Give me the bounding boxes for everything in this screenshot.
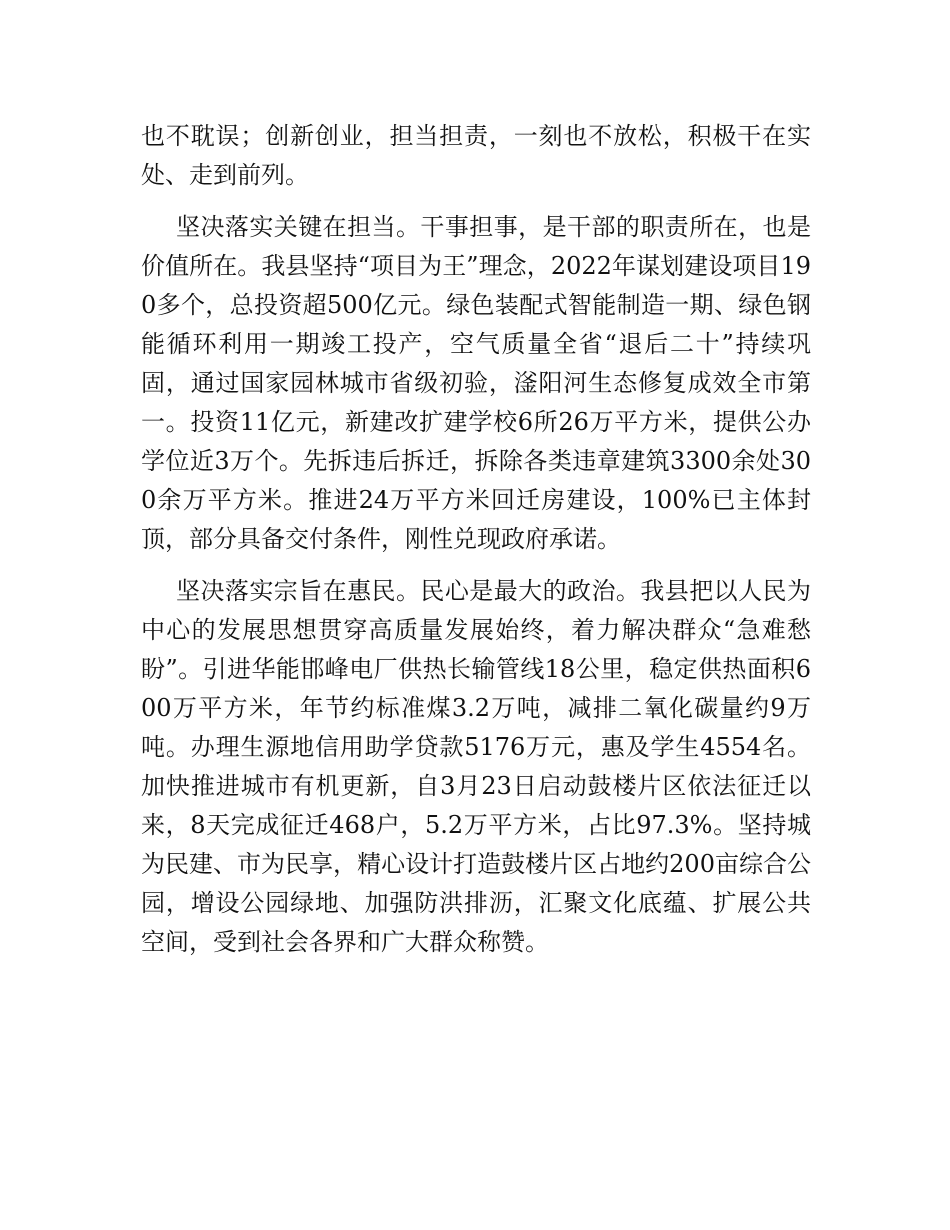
paragraph-continuation: 也不耽误；创新创业，担当担责，一刻也不放松，积极干在实处、走到前列。 bbox=[141, 122, 811, 189]
body-text bbox=[141, 117, 811, 975]
paragraph-benefit-people: 坚决落实宗旨在惠民。民心是最大的政治。我县把以人民为中心的发展思想贯穿高质量发展始终，着力解决群众“急难愁盼”。引进华能邯峰电厂供热长输管线18公里，稳定供热面积600万平方米，年节约标准煤3.2万吨，减排二氧化碳量约9万吨。办理生源地信用助学贷款5176万元，惠及学生4554名。加快推进城市有机更新，自3月23日启动鼓楼片区依法征迁以来，8天完成征迁468户，5.2万平方米，占比97.3%。坚持城为民建、市为民享，精心设计打造鼓楼片区占地约200亩综合公园，增设公园绿地、加强防洪排沥，汇聚文化底蕴、扩展公共空间，受到社会各界和广大群众称赞。 bbox=[141, 577, 811, 956]
paragraph-responsibility: 坚决落实关键在担当。干事担事，是干部的职责所在，也是价值所在。我县坚持“项目为王”理念，2022年谋划建设项目190多个，总投资超500亿元。绿色装配式智能制造一期、绿色钢能循环利用一期竣工投产，空气质量全省“退后二十”持续巩固，通过国家园林城市省级初验，滏阳河生态修复成效全市第一。投资11亿元，新建改扩建学校6所26万平方米，提供公办学位近3万个。先拆违后拆迁，拆除各类违章建筑3300余处300余万平方米。推进24万平方米回迁房建设，100%已主体封顶，部分具备交付条件，刚性兑现政府承诺。 bbox=[141, 213, 811, 553]
